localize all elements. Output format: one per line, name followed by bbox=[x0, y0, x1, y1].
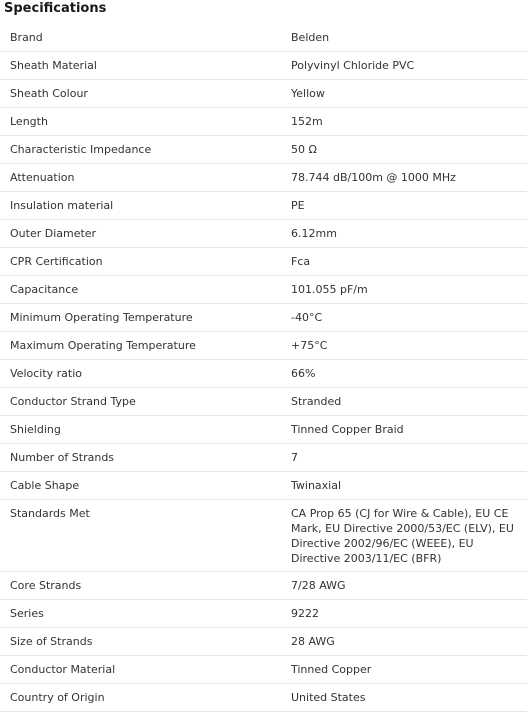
spec-label: Standards Met bbox=[10, 507, 90, 520]
spec-value: Tinned Copper Braid bbox=[291, 423, 404, 436]
spec-value: 152m bbox=[291, 115, 323, 128]
spec-label: Shielding bbox=[10, 423, 61, 436]
spec-value: United States bbox=[291, 691, 366, 704]
spec-row bbox=[0, 472, 527, 500]
spec-row bbox=[0, 628, 527, 656]
spec-label: Characteristic Impedance bbox=[10, 143, 152, 156]
spec-label: Length bbox=[10, 115, 48, 128]
spec-label: Size of Strands bbox=[10, 635, 93, 648]
spec-row bbox=[0, 656, 527, 684]
spec-value: Tinned Copper bbox=[291, 663, 372, 676]
spec-row bbox=[0, 360, 527, 388]
spec-value: 28 AWG bbox=[291, 635, 335, 648]
spec-value: 9222 bbox=[291, 607, 319, 620]
specifications-title: Specifications bbox=[4, 1, 107, 16]
spec-row bbox=[0, 600, 527, 628]
spec-value: 7 bbox=[291, 451, 298, 464]
spec-label: Sheath Colour bbox=[10, 87, 88, 100]
spec-value: Belden bbox=[291, 31, 330, 44]
spec-label: Attenuation bbox=[10, 171, 75, 184]
spec-row bbox=[0, 684, 527, 712]
spec-value: Yellow bbox=[291, 87, 325, 100]
spec-value: PE bbox=[291, 199, 305, 212]
spec-label: Conductor Material bbox=[10, 663, 116, 676]
spec-row bbox=[0, 572, 527, 600]
spec-label: CPR Certification bbox=[10, 255, 103, 268]
spec-row bbox=[0, 52, 527, 80]
spec-label: Insulation material bbox=[10, 199, 114, 212]
spec-row bbox=[0, 444, 527, 472]
spec-value: CA Prop 65 (CJ for Wire & Cable), EU CE Mark, EU Directive 2000/53/EC (ELV), EU Directive 2002/96/EC (WEEE), EU Directive 2003/11/EC (BFR) bbox=[291, 507, 514, 565]
spec-value: -40°C bbox=[291, 311, 323, 324]
spec-value: 66% bbox=[291, 367, 316, 380]
spec-label: Country of Origin bbox=[10, 691, 105, 704]
spec-value: 101.055 pF/m bbox=[291, 283, 368, 296]
spec-row bbox=[0, 220, 527, 248]
spec-label: Series bbox=[10, 607, 44, 620]
spec-row bbox=[0, 416, 527, 444]
spec-row bbox=[0, 248, 527, 276]
spec-value: Polyvinyl Chloride PVC bbox=[291, 59, 415, 72]
spec-value: 50 Ω bbox=[291, 143, 317, 156]
spec-label: Outer Diameter bbox=[10, 227, 97, 240]
spec-value: Fca bbox=[291, 255, 311, 268]
spec-row bbox=[0, 304, 527, 332]
spec-label: Brand bbox=[10, 31, 43, 44]
spec-row bbox=[0, 24, 527, 52]
spec-label: Sheath Material bbox=[10, 59, 97, 72]
spec-value: +75°C bbox=[291, 339, 328, 352]
spec-row bbox=[0, 136, 527, 164]
spec-label: Maximum Operating Temperature bbox=[10, 339, 196, 352]
spec-row bbox=[0, 500, 527, 572]
spec-row bbox=[0, 332, 527, 360]
spec-value: 6.12mm bbox=[291, 227, 337, 240]
spec-row bbox=[0, 276, 527, 304]
spec-row bbox=[0, 192, 527, 220]
spec-label: Number of Strands bbox=[10, 451, 115, 464]
specifications-table bbox=[0, 24, 527, 712]
spec-label: Capacitance bbox=[10, 283, 79, 296]
spec-row bbox=[0, 164, 527, 192]
spec-row bbox=[0, 80, 527, 108]
spec-value: 7/28 AWG bbox=[291, 579, 346, 592]
spec-label: Conductor Strand Type bbox=[10, 395, 136, 408]
spec-label: Velocity ratio bbox=[10, 367, 83, 380]
spec-row bbox=[0, 108, 527, 136]
spec-value: 78.744 dB/100m @ 1000 MHz bbox=[291, 171, 456, 184]
spec-value: Stranded bbox=[291, 395, 342, 408]
spec-row bbox=[0, 388, 527, 416]
spec-value: Twinaxial bbox=[291, 479, 342, 492]
spec-label: Core Strands bbox=[10, 579, 82, 592]
spec-label: Cable Shape bbox=[10, 479, 80, 492]
spec-label: Minimum Operating Temperature bbox=[10, 311, 193, 324]
